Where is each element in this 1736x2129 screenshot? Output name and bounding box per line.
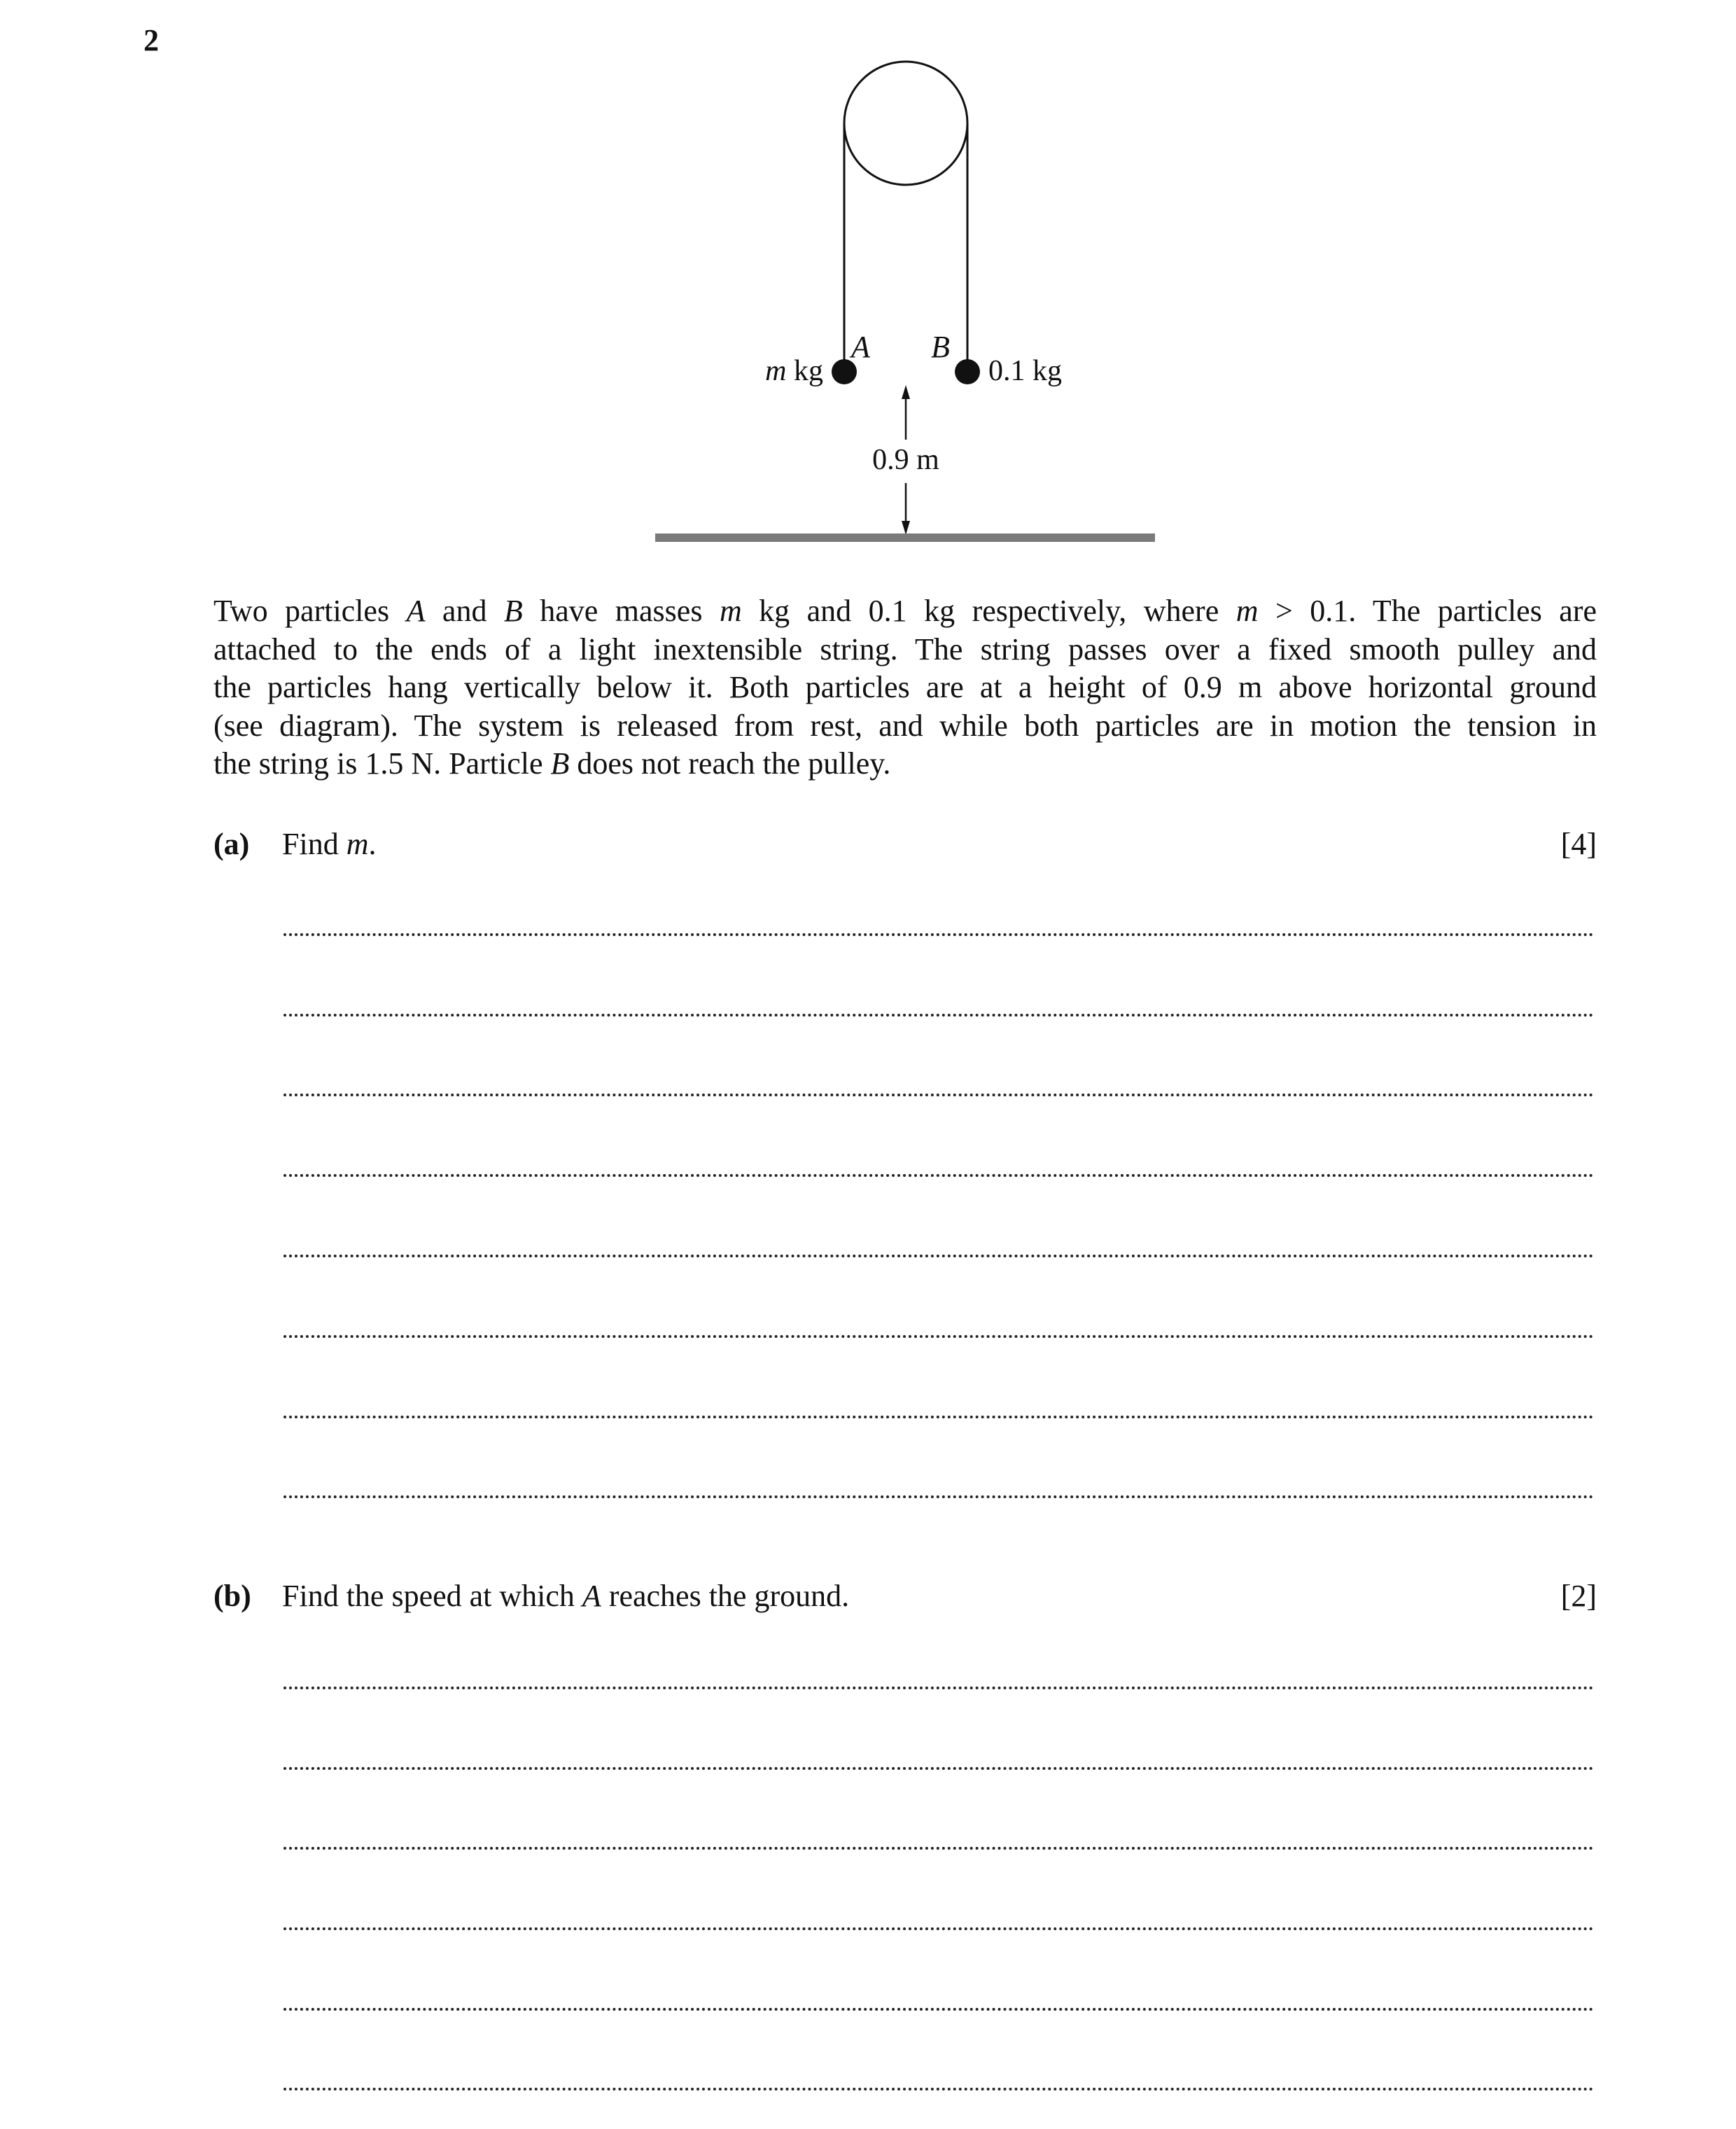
question-b-text: Find the speed at which A reaches the ground. <box>282 1579 850 1613</box>
answer-line[interactable] <box>284 1335 1594 1338</box>
answer-line[interactable] <box>284 1255 1594 1257</box>
intro-line-3: the particles hang vertically below it. Both particles are at a height of 0.9 m above horizontal ground <box>214 670 1597 704</box>
label-b: B <box>931 330 950 364</box>
answer-line[interactable] <box>284 2008 1594 2011</box>
intro-line-1: Two particles A and B have masses m kg and 0.1 kg respectively, where m > 0.1. The particles are <box>214 594 1597 628</box>
answer-line[interactable] <box>284 1495 1594 1498</box>
question-intro <box>214 592 1597 783</box>
question-a-label: (a) <box>214 827 250 861</box>
answer-line[interactable] <box>284 1767 1594 1770</box>
answer-line[interactable] <box>284 1687 1594 1689</box>
height-label: 0.9 m <box>872 444 939 476</box>
question-b-label: (b) <box>214 1579 251 1613</box>
mass-b-label: 0.1 kg <box>988 355 1062 387</box>
arrowhead-up <box>902 385 910 399</box>
answer-line[interactable] <box>284 1014 1594 1017</box>
particle-b <box>955 359 980 384</box>
intro-line-4: (see diagram). The system is released from rest, and while both particles are in motion the tension in <box>214 708 1597 743</box>
label-a: A <box>851 330 870 364</box>
answer-line[interactable] <box>284 1094 1594 1096</box>
pulley <box>844 62 967 185</box>
intro-line-2: attached to the ends of a light inextensible string. The string passes over a fixed smooth pulley and <box>214 631 1597 666</box>
page-number: 2 <box>144 23 159 57</box>
arrowhead-down <box>902 521 910 535</box>
question-a-marks: [4] <box>1560 827 1597 861</box>
answer-line[interactable] <box>284 2088 1594 2090</box>
answer-line[interactable] <box>284 1847 1594 1850</box>
question-a <box>214 826 1597 868</box>
mass-a-label: m kg <box>765 355 823 387</box>
answer-line[interactable] <box>284 933 1594 936</box>
answer-line[interactable] <box>284 1927 1594 1930</box>
intro-line-5: the string is 1.5 N. Particle B does not reach the pulley. <box>214 746 891 781</box>
answer-line[interactable] <box>284 1416 1594 1418</box>
ground <box>655 533 1155 542</box>
question-b-marks: [2] <box>1560 1579 1597 1613</box>
question-b <box>214 1578 1597 1620</box>
pulley-diagram <box>0 0 1736 560</box>
answer-line[interactable] <box>284 1174 1594 1177</box>
question-a-text: Find m. <box>282 827 377 861</box>
